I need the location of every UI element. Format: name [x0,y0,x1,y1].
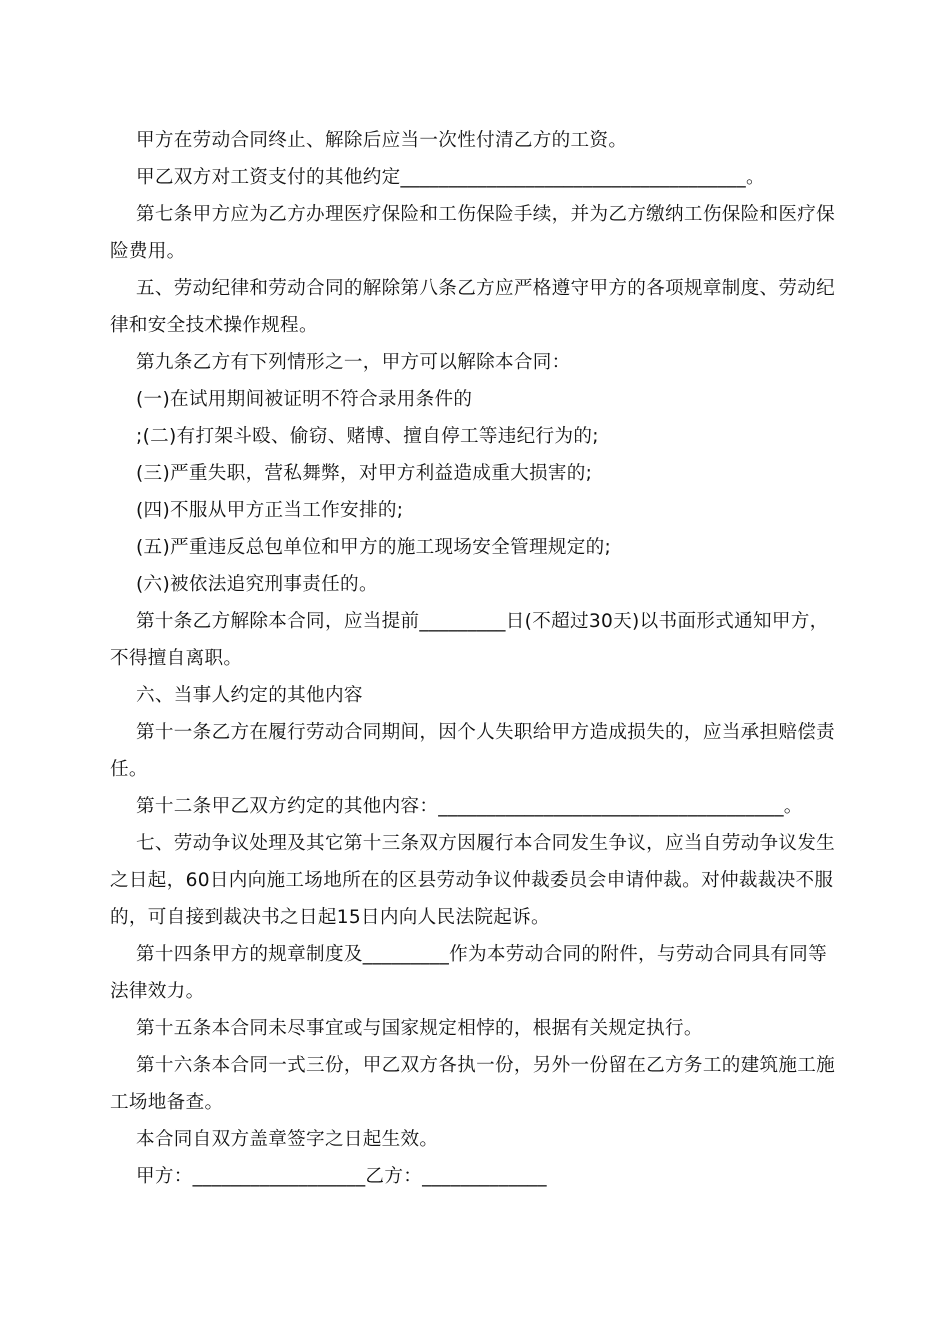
paragraph: 本合同自双方盖章签字之日起生效。 [136,1129,439,1150]
paragraph: 第十二条甲乙双方约定的其他内容：____________________________________。 [136,796,803,817]
paragraph: 第九条乙方有下列情形之一，甲方可以解除本合同： [136,352,571,373]
document-body [110,122,840,1195]
paragraph: 第十四条甲方的规章制度及_________作为本劳动合同的附件，与劳动合同具有同等法律效力。 [110,944,827,1002]
paragraph: 第十一条乙方在履行劳动合同期间，因个人失职给甲方造成损失的，应当承担赔偿责任。 [110,722,836,780]
list-item: (三)严重失职，营私舞弊，对甲方利益造成重大损害的; [136,463,593,484]
paragraph: 第十六条本合同一式三份，甲乙双方各执一份，另外一份留在乙方务工的建筑施工施工场地备查。 [110,1055,836,1113]
list-item: (四)不服从甲方正当工作安排的; [136,500,404,521]
list-item: (五)严重违反总包单位和甲方的施工现场安全管理规定的; [136,537,612,558]
paragraph: 甲方在劳动合同终止、解除后应当一次性付清乙方的工资。 [136,130,628,151]
paragraph: 五、劳动纪律和劳动合同的解除第八条乙方应严格遵守甲方的各项规章制度、劳动纪律和安全技术操作规程。 [110,278,836,336]
paragraph: 第十五条本合同未尽事宜或与国家规定相悖的，根据有关规定执行。 [136,1018,703,1039]
paragraph: 七、劳动争议处理及其它第十三条双方因履行本合同发生争议，应当自劳动争议发生之日起，60日内向施工场地所在的区县劳动争议仲裁委员会申请仲裁。对仲裁裁决不服的，可自接到裁决书之日起15日内向人民法院起诉。 [110,833,836,928]
signature-line: 甲方：__________________乙方：_____________ [136,1166,547,1187]
paragraph: 第七条甲方应为乙方办理医疗保险和工伤保险手续，并为乙方缴纳工伤保险和医疗保险费用。 [110,204,836,262]
paragraph: 甲乙双方对工资支付的其他约定____________________________________。 [136,167,765,188]
list-item: ;(二)有打架斗殴、偷窃、赌博、擅自停工等违纪行为的; [136,426,599,447]
section-heading: 六、当事人约定的其他内容 [136,685,363,706]
list-item: (一)在试用期间被证明不符合录用条件的 [136,389,473,410]
paragraph: 第十条乙方解除本合同，应当提前_________日(不超过30天)以书面形式通知甲方，不得擅自离职。 [110,611,829,669]
list-item: (六)被依法追究刑事责任的。 [136,574,378,595]
